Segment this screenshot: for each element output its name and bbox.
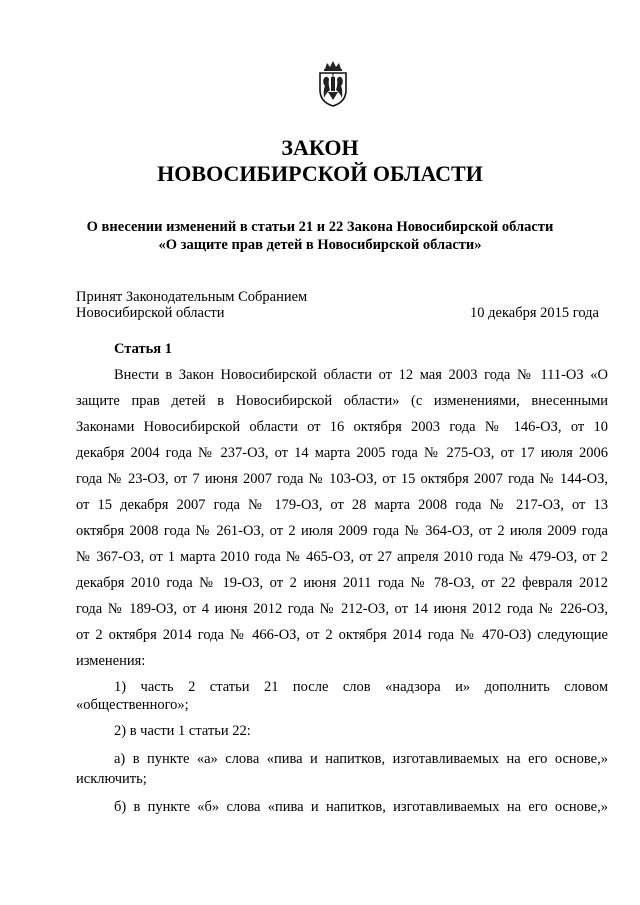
law-subject-line-2: «О защите прав детей в Новосибирской области» (158, 237, 482, 253)
article-body-line: декабря 2010 года № 19-ОЗ, от 2 июня 2011 года № 78-ОЗ, от 22 февраля 2012 (76, 575, 608, 591)
amendment-item-2a-continued: исключить; (76, 771, 147, 787)
document-region-title: НОВОСИБИРСКОЙ ОБЛАСТИ (157, 161, 483, 186)
article-heading: Статья 1 (114, 341, 172, 357)
article-body-line: № 367-ОЗ, от 1 марта 2010 года № 465-ОЗ, от 27 апреля 2010 года № 479-ОЗ, от 2 (76, 549, 608, 565)
adoption-line-2: Новосибирской области (76, 305, 225, 321)
article-body-line: защите прав детей в Новосибирской области» (с изменениями, внесенными (76, 393, 608, 409)
adoption-date: 10 декабря 2015 года (470, 305, 599, 321)
article-body-line: Внести в Закон Новосибирской области от 12 мая 2003 года № 111-ОЗ «О (114, 367, 608, 383)
article-body-line: изменения: (76, 653, 146, 669)
article-body-line: от 2 октября 2014 года № 466-ОЗ, от 2 октября 2014 года № 470-ОЗ) следующие (76, 627, 608, 643)
article-body-line: Законами Новосибирской области от 16 октября 2003 года № 146-ОЗ, от 10 (76, 419, 608, 435)
document-type-title: ЗАКОН (281, 135, 359, 160)
amendment-item-2b: б) в пункте «б» слова «пива и напитков, изготавливаемых на его основе,» (114, 799, 608, 815)
adoption-line-1: Принят Законодательным Собранием (76, 289, 308, 305)
article-body-line: октября 2008 года № 261-ОЗ, от 2 июля 2009 года № 364-ОЗ, от 2 июля 2009 года (76, 523, 608, 539)
article-body-line: от 15 декабря 2007 года № 179-ОЗ, от 28 марта 2008 года № 217-ОЗ, от 13 (76, 497, 608, 513)
coat-of-arms-icon (316, 60, 350, 108)
amendment-item-1: 1) часть 2 статьи 21 после слов «надзора и» дополнить словом (114, 679, 608, 695)
amendment-item-1-continued: «общественного»; (76, 697, 189, 713)
article-body-line: года № 189-ОЗ, от 4 июня 2012 года № 212-ОЗ, от 14 июня 2012 года № 226-ОЗ, (76, 601, 608, 617)
article-body-line: декабря 2004 года № 237-ОЗ, от 14 марта 2005 года № 275-ОЗ, от 17 июля 2006 (76, 445, 608, 461)
article-body-line: года № 23-ОЗ, от 7 июня 2007 года № 103-ОЗ, от 15 октября 2007 года № 144-ОЗ, (76, 471, 608, 487)
law-subject-line-1: О внесении изменений в статьи 21 и 22 Закона Новосибирской области (86, 219, 554, 235)
amendment-item-2: 2) в части 1 статьи 22: (114, 723, 251, 739)
amendment-item-2a: а) в пункте «а» слова «пива и напитков, изготавливаемых на его основе,» (114, 751, 608, 767)
